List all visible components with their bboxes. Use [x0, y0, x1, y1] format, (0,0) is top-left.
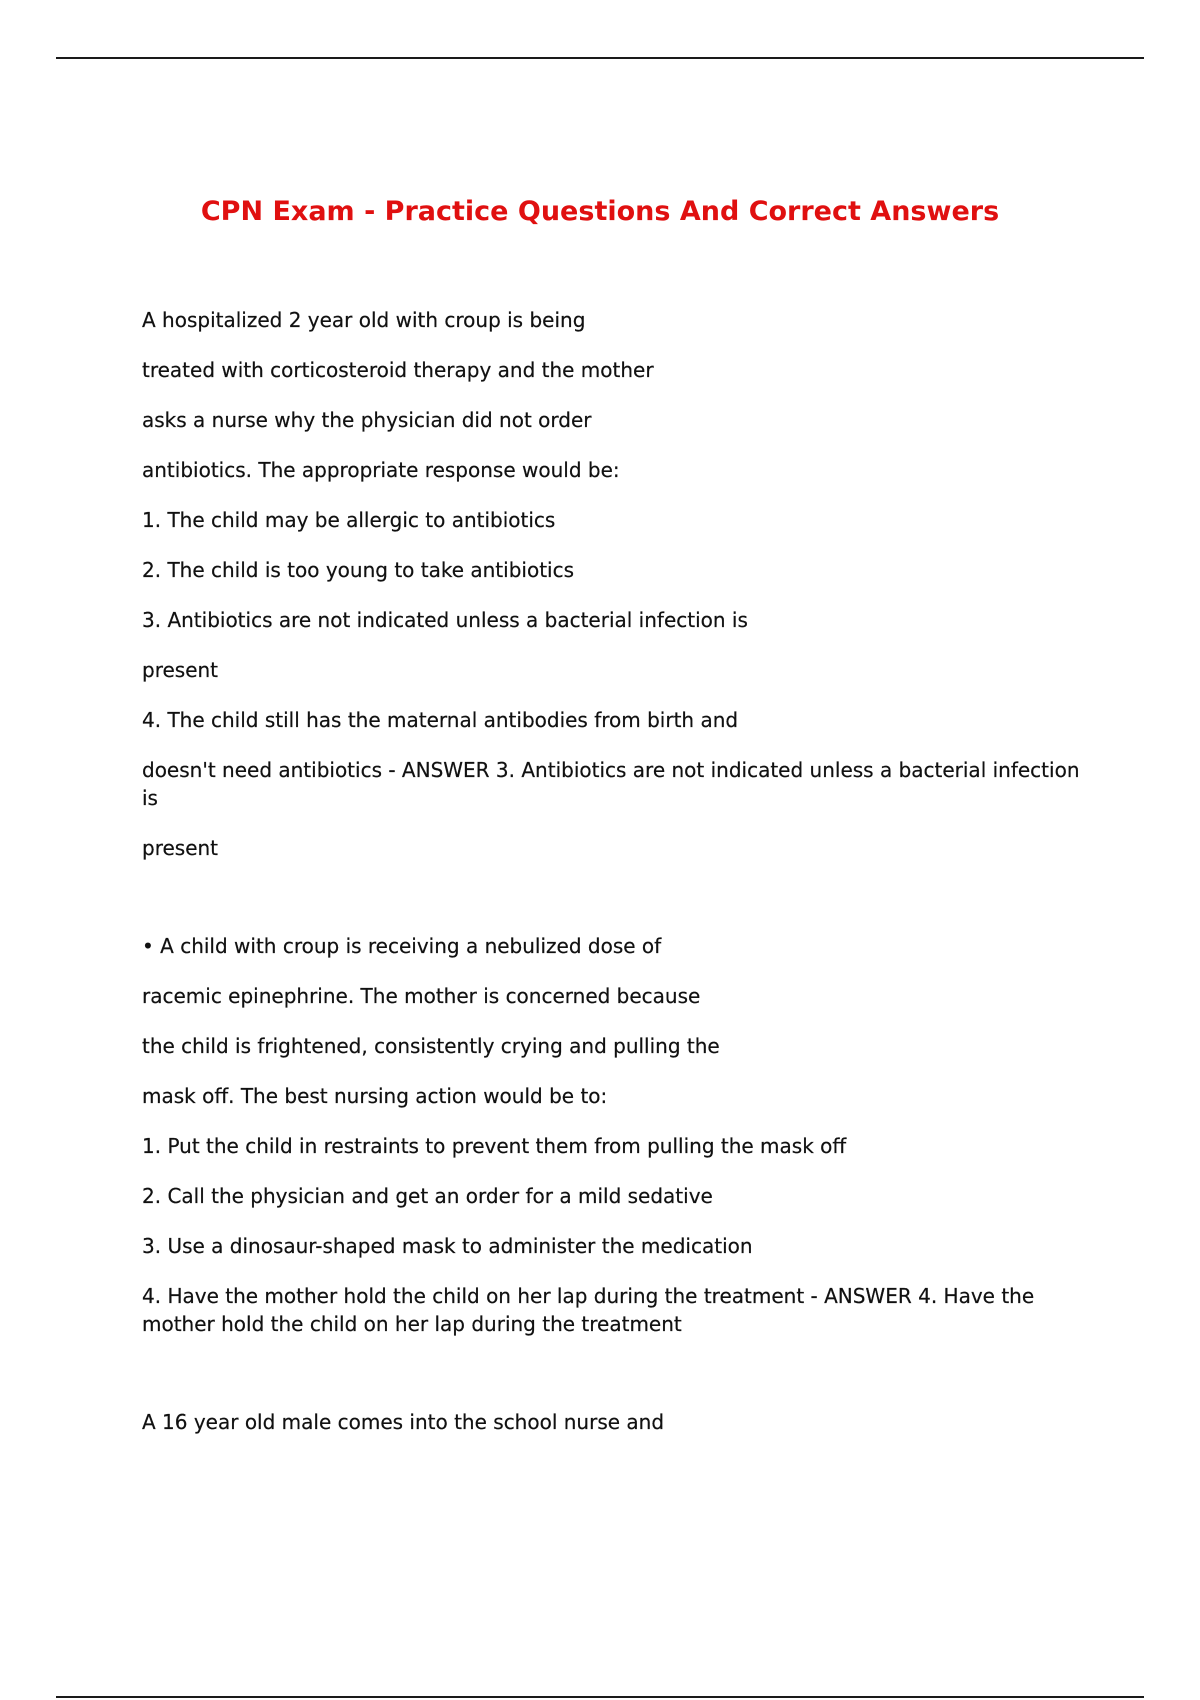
question-2-option-4-answer: 4. Have the mother hold the child on her lap during the treatment - ANSWER 4. Have the mother hold the child on her lap during the treatment [142, 1284, 1035, 1336]
question-1-line-2: treated with corticosteroid therapy and the mother [142, 358, 654, 382]
question-1-option-3-cont: present [142, 658, 219, 682]
top-rule [56, 57, 1144, 59]
document-body [142, 306, 1082, 1458]
question-2-option-1: 1. Put the child in restraints to prevent them from pulling the mask off [142, 1134, 847, 1158]
question-1-option-3: 3. Antibiotics are not indicated unless a bacterial infection is [142, 608, 748, 632]
question-1-option-1: 1. The child may be allergic to antibiotics [142, 508, 556, 532]
document-title: CPN Exam - Practice Questions And Correct Answers [200, 196, 1000, 227]
question-1-answer-cont: present [142, 836, 219, 860]
question-2-option-2: 2. Call the physician and get an order for a mild sedative [142, 1184, 713, 1208]
bottom-rule [56, 1696, 1144, 1698]
question-3-line-1: A 16 year old male comes into the school nurse and [142, 1410, 665, 1434]
question-2-line-2: racemic epinephrine. The mother is concerned because [142, 984, 701, 1008]
question-1-option-2: 2. The child is too young to take antibiotics [142, 558, 575, 582]
question-2-option-3: 3. Use a dinosaur-shaped mask to administer the medication [142, 1234, 753, 1258]
question-1-line-1: A hospitalized 2 year old with croup is being [142, 308, 586, 332]
question-2-line-4: mask off. The best nursing action would be to: [142, 1084, 608, 1108]
question-2-line-3: the child is frightened, consistently crying and pulling the [142, 1034, 720, 1058]
question-1-option-4: 4. The child still has the maternal antibodies from birth and [142, 708, 739, 732]
question-1-answer: doesn't need antibiotics - ANSWER 3. Antibiotics are not indicated unless a bacterial infection is [142, 758, 1080, 810]
question-2-line-1: • A child with croup is receiving a nebulized dose of [142, 934, 662, 958]
question-1-line-4: antibiotics. The appropriate response would be: [142, 458, 620, 482]
question-1-line-3: asks a nurse why the physician did not order [142, 408, 592, 432]
section-gap [142, 884, 1082, 932]
section-gap [142, 1360, 1082, 1408]
